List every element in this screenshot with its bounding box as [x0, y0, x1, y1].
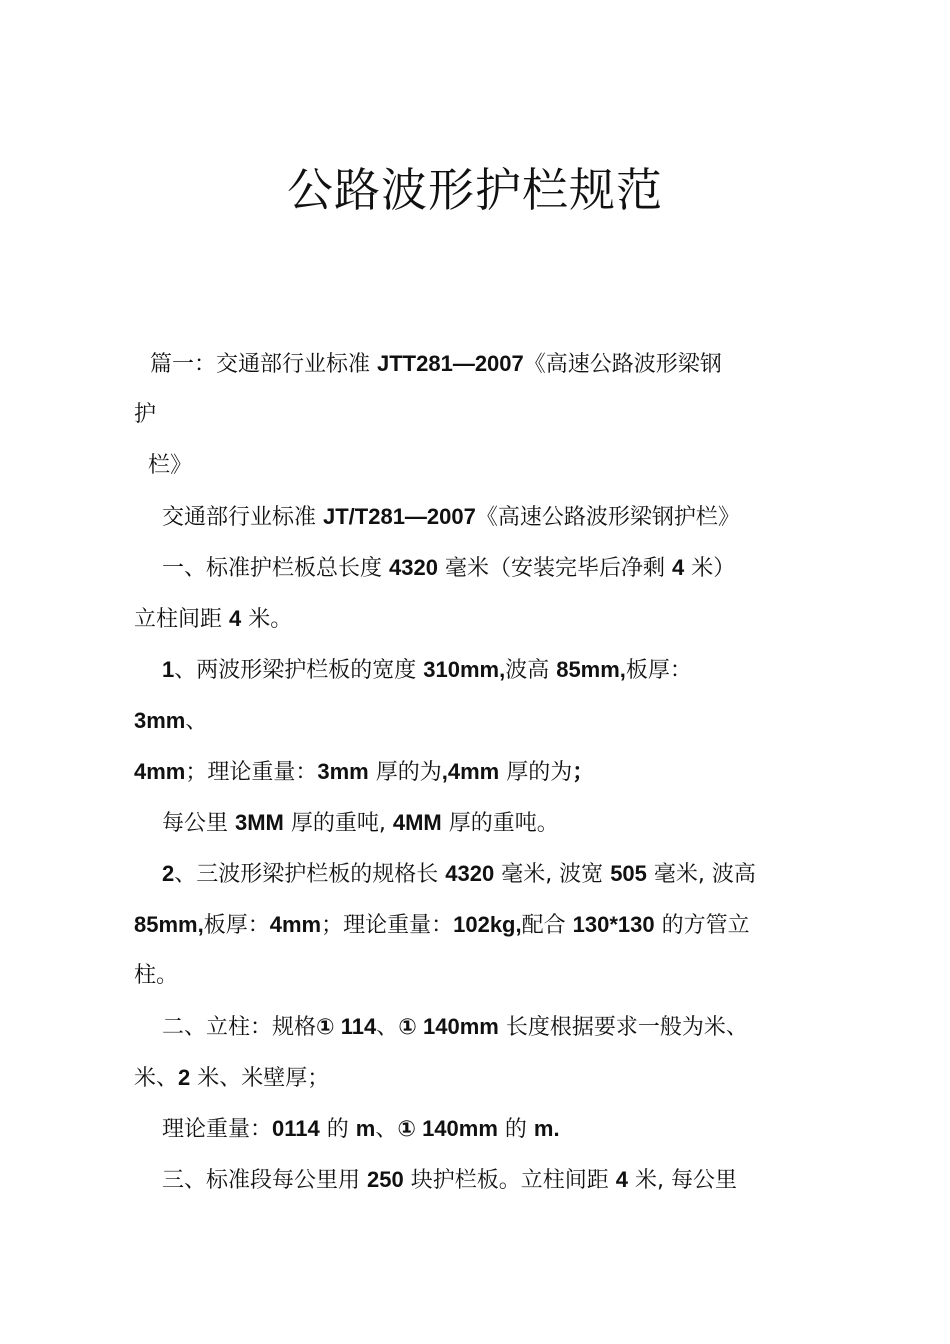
text-segment: 米、米壁厚； [190, 1066, 330, 1091]
text-line [134, 389, 854, 440]
bold-text-segment: m [355, 1116, 376, 1141]
text-line [134, 1154, 854, 1205]
bold-text-segment: 250 [367, 1167, 404, 1192]
text-line [134, 491, 854, 542]
text-segment: 米。 [241, 607, 293, 632]
text-segment: 块护栏板。立柱间距 [403, 1168, 616, 1193]
text-line [134, 695, 854, 746]
text-segment: 厚的为 [368, 760, 442, 785]
text-segment: 米、 [134, 1066, 179, 1091]
text-segment: 毫米, 波宽 [494, 862, 611, 887]
bold-text-segment: 505 [610, 861, 647, 886]
bold-text-segment: 85mm, [556, 657, 626, 682]
text-segment: 配合 [521, 913, 573, 938]
text-segment: ；理论重量： [185, 760, 318, 785]
text-segment: 每公里 [162, 811, 235, 836]
text-line [134, 848, 854, 899]
text-segment: 的 [497, 1117, 534, 1142]
bold-text-segment: 4 [229, 606, 242, 631]
bold-text-segment: 3mm [134, 708, 186, 733]
text-line [134, 1052, 854, 1103]
page-title: 公路波形护栏规范 [287, 163, 663, 217]
text-segment: 篇一：交通部行业标准 [150, 352, 377, 377]
text-line [134, 950, 854, 1001]
text-segment: 、三波形梁护栏板的规格长 [174, 862, 446, 887]
bold-text-segment: 4320 [445, 861, 495, 886]
text-segment: 立柱间距 [134, 607, 229, 632]
bold-text-segment: 3MM [235, 810, 284, 835]
bold-text-segment: 0114 [272, 1116, 320, 1141]
text-segment: 毫米, 波高 [646, 862, 756, 887]
text-segment: 护 [134, 402, 157, 427]
text-segment: ；理论重量： [321, 913, 454, 938]
text-segment: 板厚： [625, 658, 692, 683]
bold-text-segment: 4 [615, 1167, 628, 1192]
text-segment: 、 [185, 709, 208, 734]
text-line [134, 440, 854, 491]
bold-text-segment: 4320 [389, 555, 438, 580]
text-line [134, 1103, 854, 1154]
bold-text-segment: ； [572, 759, 595, 784]
bold-text-segment: 4MM [392, 810, 442, 835]
bold-text-segment: ,4mm [441, 759, 500, 784]
text-line [134, 338, 854, 389]
text-segment: 理论重量： [162, 1117, 273, 1142]
text-line [134, 899, 854, 950]
text-line [134, 746, 854, 797]
text-segment: 板厚： [203, 913, 270, 938]
text-line [134, 1001, 854, 1052]
text-segment: 《高速公路波形梁钢护栏》 [475, 505, 740, 530]
text-segment: 交通部行业标准 [162, 505, 323, 530]
bold-text-segment: 85mm, [134, 912, 204, 937]
text-segment: 栏》 [148, 453, 193, 478]
bold-text-segment: 4 [671, 555, 685, 580]
bold-text-segment: 310mm, [423, 657, 506, 682]
text-segment: 波高 [505, 658, 557, 683]
text-segment: 、两波形梁护栏板的宽度 [174, 658, 424, 683]
text-line [134, 542, 854, 593]
bold-text-segment: ① 140mm [398, 1014, 499, 1039]
bold-text-segment: 130*130 [572, 912, 655, 937]
text-segment: 柱。 [134, 963, 179, 988]
text-segment: 、 [375, 1117, 398, 1142]
bold-text-segment: JTT281—2007 [377, 351, 524, 376]
bold-text-segment: JT/T281—2007 [323, 504, 476, 529]
text-segment: 一、标准护栏板总长度 [162, 556, 389, 581]
text-segment: 的 [319, 1117, 356, 1142]
bold-text-segment: ① 114 [316, 1014, 377, 1039]
text-segment: 厚的重吨。 [441, 811, 559, 836]
bold-text-segment: m. [533, 1116, 560, 1141]
bold-text-segment: 3mm [317, 759, 369, 784]
bold-text-segment: 102kg, [453, 912, 522, 937]
text-segment: 厚的为 [499, 760, 573, 785]
text-line [134, 797, 854, 848]
text-segment: 《高速公路波形梁钢 [523, 352, 722, 377]
bold-text-segment: 1 [162, 657, 175, 682]
bold-text-segment: 2 [178, 1065, 191, 1090]
text-line [134, 593, 854, 644]
text-segment: 三、标准段每公里用 [162, 1168, 367, 1193]
text-segment: 厚的重吨, [283, 811, 393, 836]
text-segment: 米, 每公里 [627, 1168, 737, 1193]
text-segment: 米） [684, 556, 736, 581]
text-segment: 、 [376, 1015, 399, 1040]
document-body [134, 338, 854, 1205]
bold-text-segment: 2 [162, 861, 175, 886]
text-segment: 长度根据要求一般为米、 [498, 1015, 748, 1040]
text-segment: 二、立柱：规格 [162, 1015, 317, 1040]
text-segment: 的方管立 [654, 913, 750, 938]
bold-text-segment: 4mm [134, 759, 186, 784]
text-line [134, 644, 854, 695]
bold-text-segment: ① 140mm [397, 1116, 498, 1141]
text-segment: 毫米（安装完毕后净剩 [437, 556, 672, 581]
bold-text-segment: 4mm [269, 912, 322, 937]
